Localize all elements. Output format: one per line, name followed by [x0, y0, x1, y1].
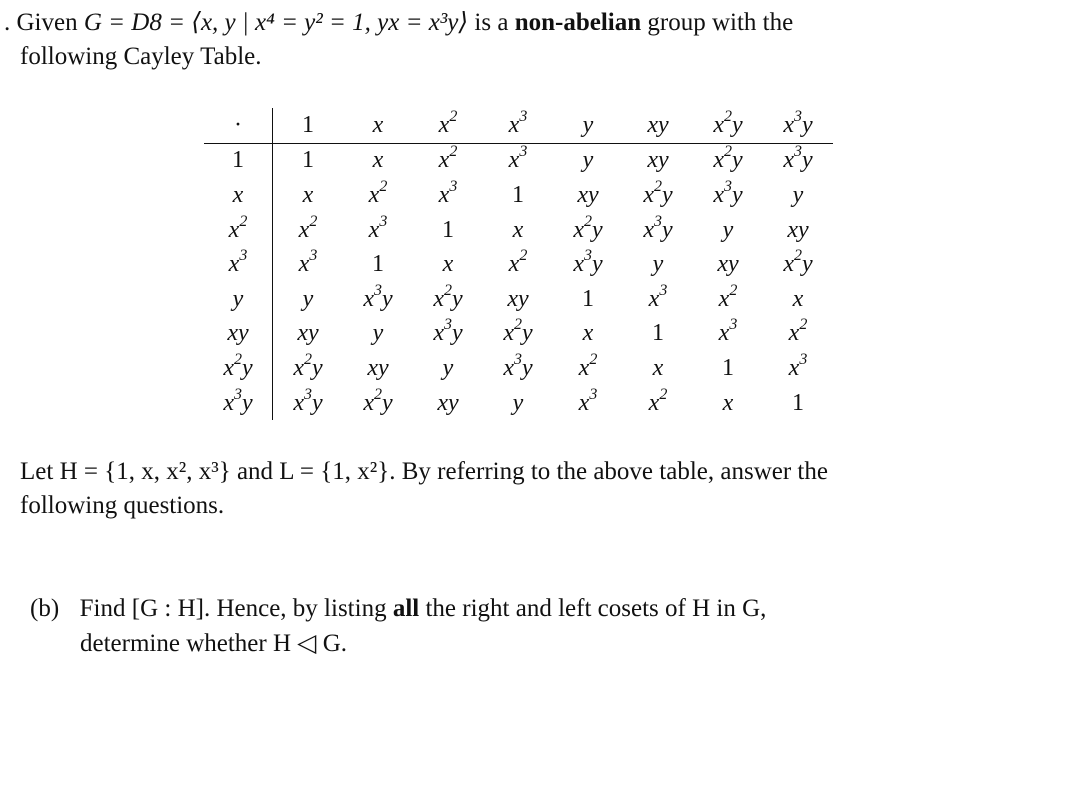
table-cell: x [442, 251, 454, 278]
table-cell: $x^2y$ [293, 350, 323, 381]
intro-prefix: . Given [4, 9, 84, 36]
table-cell: xy [577, 181, 599, 208]
table-cell: x [302, 181, 314, 208]
table-row [204, 282, 833, 317]
table-cell: xy [437, 389, 459, 416]
table-cell: $x^3$ [788, 350, 808, 381]
question-b-line-1 [30, 592, 766, 626]
table-cell: x [582, 320, 594, 347]
table-row [204, 351, 833, 386]
table-cell: $x^2y$ [433, 281, 463, 312]
table-cell: x [512, 216, 524, 243]
table-cell: xy [507, 285, 529, 312]
table-cell: $x^2y$ [783, 247, 813, 278]
table-cell: $x^3y$ [363, 281, 393, 312]
intro-suffix: group with the [641, 9, 794, 36]
table-cell: xy [647, 147, 669, 174]
intro-line-2: following Cayley Table. [20, 43, 262, 70]
table-cell: $x^3$ [718, 316, 738, 347]
table-cell: y [512, 389, 524, 416]
table-cell: $x^3y$ [783, 143, 813, 174]
intro-line-1 [4, 6, 793, 40]
table-cell: y [582, 147, 594, 174]
table-cell: 1 [302, 147, 314, 174]
group-definition: G = D8 = ⟨x, y | x⁴ = y² = 1, yx = x³y⟩ [83, 9, 469, 36]
table-cell: 1 [722, 354, 734, 381]
table-cell: $x^2y$ [643, 177, 673, 208]
question-b-label: (b) [30, 595, 60, 622]
table-cell: x [792, 285, 804, 312]
table-row [204, 143, 833, 178]
table-cell: $x^3y$ [573, 247, 603, 278]
table-cell: y [792, 181, 804, 208]
table-cell: $x^2y$ [503, 316, 533, 347]
table-cell: $x^3$ [648, 281, 668, 312]
table-cell: $x^3$ [508, 143, 528, 174]
table-cell: $x^3$ [578, 385, 598, 416]
table-cell: x [722, 389, 734, 416]
table-row-label: 1 [204, 143, 273, 178]
table-corner-cell: · [204, 108, 273, 143]
table-header-cell: $x^2y$ [693, 108, 763, 143]
question-b-line-2: determine whether H ◁ G. [80, 630, 348, 657]
table-cell: y [652, 251, 664, 278]
table-header-cell: xy [623, 108, 693, 143]
table-row [204, 386, 833, 421]
table-cell: 1 [372, 251, 384, 278]
table-row [204, 317, 833, 352]
table-row-label: xy [204, 317, 273, 352]
table-cell: xy [717, 251, 739, 278]
table-cell: $x^3$ [298, 247, 318, 278]
table-cell: 1 [512, 181, 524, 208]
table-header-cell: y [553, 108, 623, 143]
table-cell: y [722, 216, 734, 243]
table-row-label: $x^2y$ [204, 351, 273, 386]
table-cell: $x^2$ [298, 212, 318, 243]
table-cell: 1 [792, 389, 804, 416]
table-cell: $x^2y$ [713, 143, 743, 174]
table-cell: $x^3y$ [293, 385, 323, 416]
table-cell: $x^2$ [368, 177, 388, 208]
table-cell: 1 [442, 216, 454, 243]
table-header-cell: x [343, 108, 413, 143]
table-cell: x [372, 147, 384, 174]
intro-mid: is a [468, 9, 515, 36]
cayley-table [204, 108, 836, 420]
table-cell: $x^3y$ [433, 316, 463, 347]
table-cell: xy [297, 320, 319, 347]
table-cell: $x^3y$ [713, 177, 743, 208]
table-cell: $x^3y$ [643, 212, 673, 243]
table-row-label: $x^2$ [204, 213, 273, 248]
table-cell: $x^2$ [648, 385, 668, 416]
table-cell: $x^2y$ [573, 212, 603, 243]
table-header-cell: $x^3$ [483, 108, 553, 143]
table-header-row [204, 108, 833, 143]
question-b-text-suffix: the right and left cosets of H in G, [419, 595, 767, 622]
question-b-bold-all: all [392, 595, 420, 622]
table-cell: y [302, 285, 314, 312]
cayley-table-grid [204, 108, 833, 420]
table-header-cell: 1 [273, 108, 344, 143]
table-row-label: y [204, 282, 273, 317]
table-cell: $x^3$ [368, 212, 388, 243]
table-cell: y [442, 354, 454, 381]
table-cell: $x^2y$ [363, 385, 393, 416]
table-header-cell: $x^3y$ [763, 108, 833, 143]
table-cell: $x^3y$ [503, 350, 533, 381]
subgroups-line-2: following questions. [20, 492, 225, 519]
table-cell: xy [367, 354, 389, 381]
table-header-cell: $x^2$ [413, 108, 483, 143]
subgroups-line-1 [20, 455, 828, 489]
table-row-label: $x^3y$ [204, 386, 273, 421]
question-b-text-prefix: Find [G : H]. Hence, by listing [79, 595, 393, 622]
table-cell: $x^2$ [718, 281, 738, 312]
table-row-label: $x^3$ [204, 247, 273, 282]
subgroups-text: Let H = {1, x, x², x³} and L = {1, x²}. By referring to the above table, answer the [20, 458, 828, 485]
table-cell: 1 [582, 285, 594, 312]
table-row-label: x [204, 178, 273, 213]
table-row [204, 213, 833, 248]
table-cell: x [652, 354, 664, 381]
table-cell: 1 [652, 320, 664, 347]
table-cell: $x^2$ [578, 350, 598, 381]
table-cell: y [372, 320, 384, 347]
table-cell: $x^2$ [508, 247, 528, 278]
table-cell: $x^2$ [788, 316, 808, 347]
table-row [204, 178, 833, 213]
table-cell: $x^2$ [438, 143, 458, 174]
table-cell: $x^3$ [438, 177, 458, 208]
table-cell: xy [787, 216, 809, 243]
non-abelian-bold: non-abelian [514, 9, 642, 36]
table-row [204, 247, 833, 282]
